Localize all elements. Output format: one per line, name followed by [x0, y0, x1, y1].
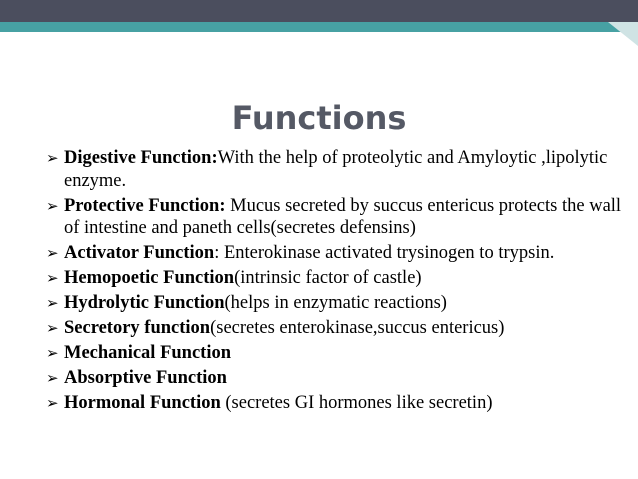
function-term: Hydrolytic Function — [64, 293, 225, 313]
arrow-bullet-icon: ➢ — [46, 244, 59, 262]
arrow-bullet-icon: ➢ — [46, 269, 59, 287]
function-term: Protective Function: — [64, 195, 226, 216]
function-term: Hormonal Function — [64, 393, 221, 413]
list-item-hormonal — [46, 392, 631, 415]
function-description: (helps in enzymatic reactions) — [224, 293, 447, 313]
arrow-bullet-icon: ➢ — [46, 149, 59, 167]
function-description: : Enterokinase activated trysinogen to trypsin. — [214, 243, 555, 263]
arrow-bullet-icon: ➢ — [46, 344, 59, 362]
list-item-protective — [46, 195, 631, 240]
function-term: Activator Function — [64, 243, 215, 263]
arrow-bullet-icon: ➢ — [46, 294, 59, 312]
function-term: Mechanical Function — [64, 343, 232, 363]
function-term: Absorptive Function — [64, 368, 227, 388]
function-term: Secretory function — [64, 318, 211, 338]
function-term: Digestive Function: — [64, 148, 218, 168]
list-item-secretory — [46, 317, 631, 340]
arrow-bullet-icon: ➢ — [46, 196, 59, 215]
list-item-absorptive — [46, 367, 631, 390]
function-description: (secretes GI hormones like secretin) — [220, 393, 493, 413]
page-curl-decoration — [608, 22, 638, 46]
function-description: (secretes enterokinase,succus entericus) — [210, 318, 505, 338]
arrow-bullet-icon: ➢ — [46, 319, 59, 337]
accent-stripe — [0, 22, 638, 32]
slide-title: Functions — [231, 99, 407, 137]
list-item-activator — [46, 242, 631, 265]
function-term: Hemopoetic Function — [64, 268, 235, 288]
list-item-digestive — [46, 147, 631, 192]
function-description: (intrinsic factor of castle) — [234, 268, 422, 288]
list-item-hydrolytic — [46, 292, 631, 315]
top-decorative-bar — [0, 0, 638, 22]
function-description: With the help of proteolytic and Amyloytic ,lipolytic enzyme. — [64, 148, 608, 191]
function-list — [46, 147, 631, 417]
list-item-hemopoetic — [46, 267, 631, 290]
arrow-bullet-icon: ➢ — [46, 369, 59, 387]
arrow-bullet-icon: ➢ — [46, 394, 59, 412]
list-item-mechanical — [46, 342, 631, 365]
function-description: Mucus secreted by succus entericus protects the wall of intestine and paneth cells(secretes defensins) — [64, 195, 622, 238]
